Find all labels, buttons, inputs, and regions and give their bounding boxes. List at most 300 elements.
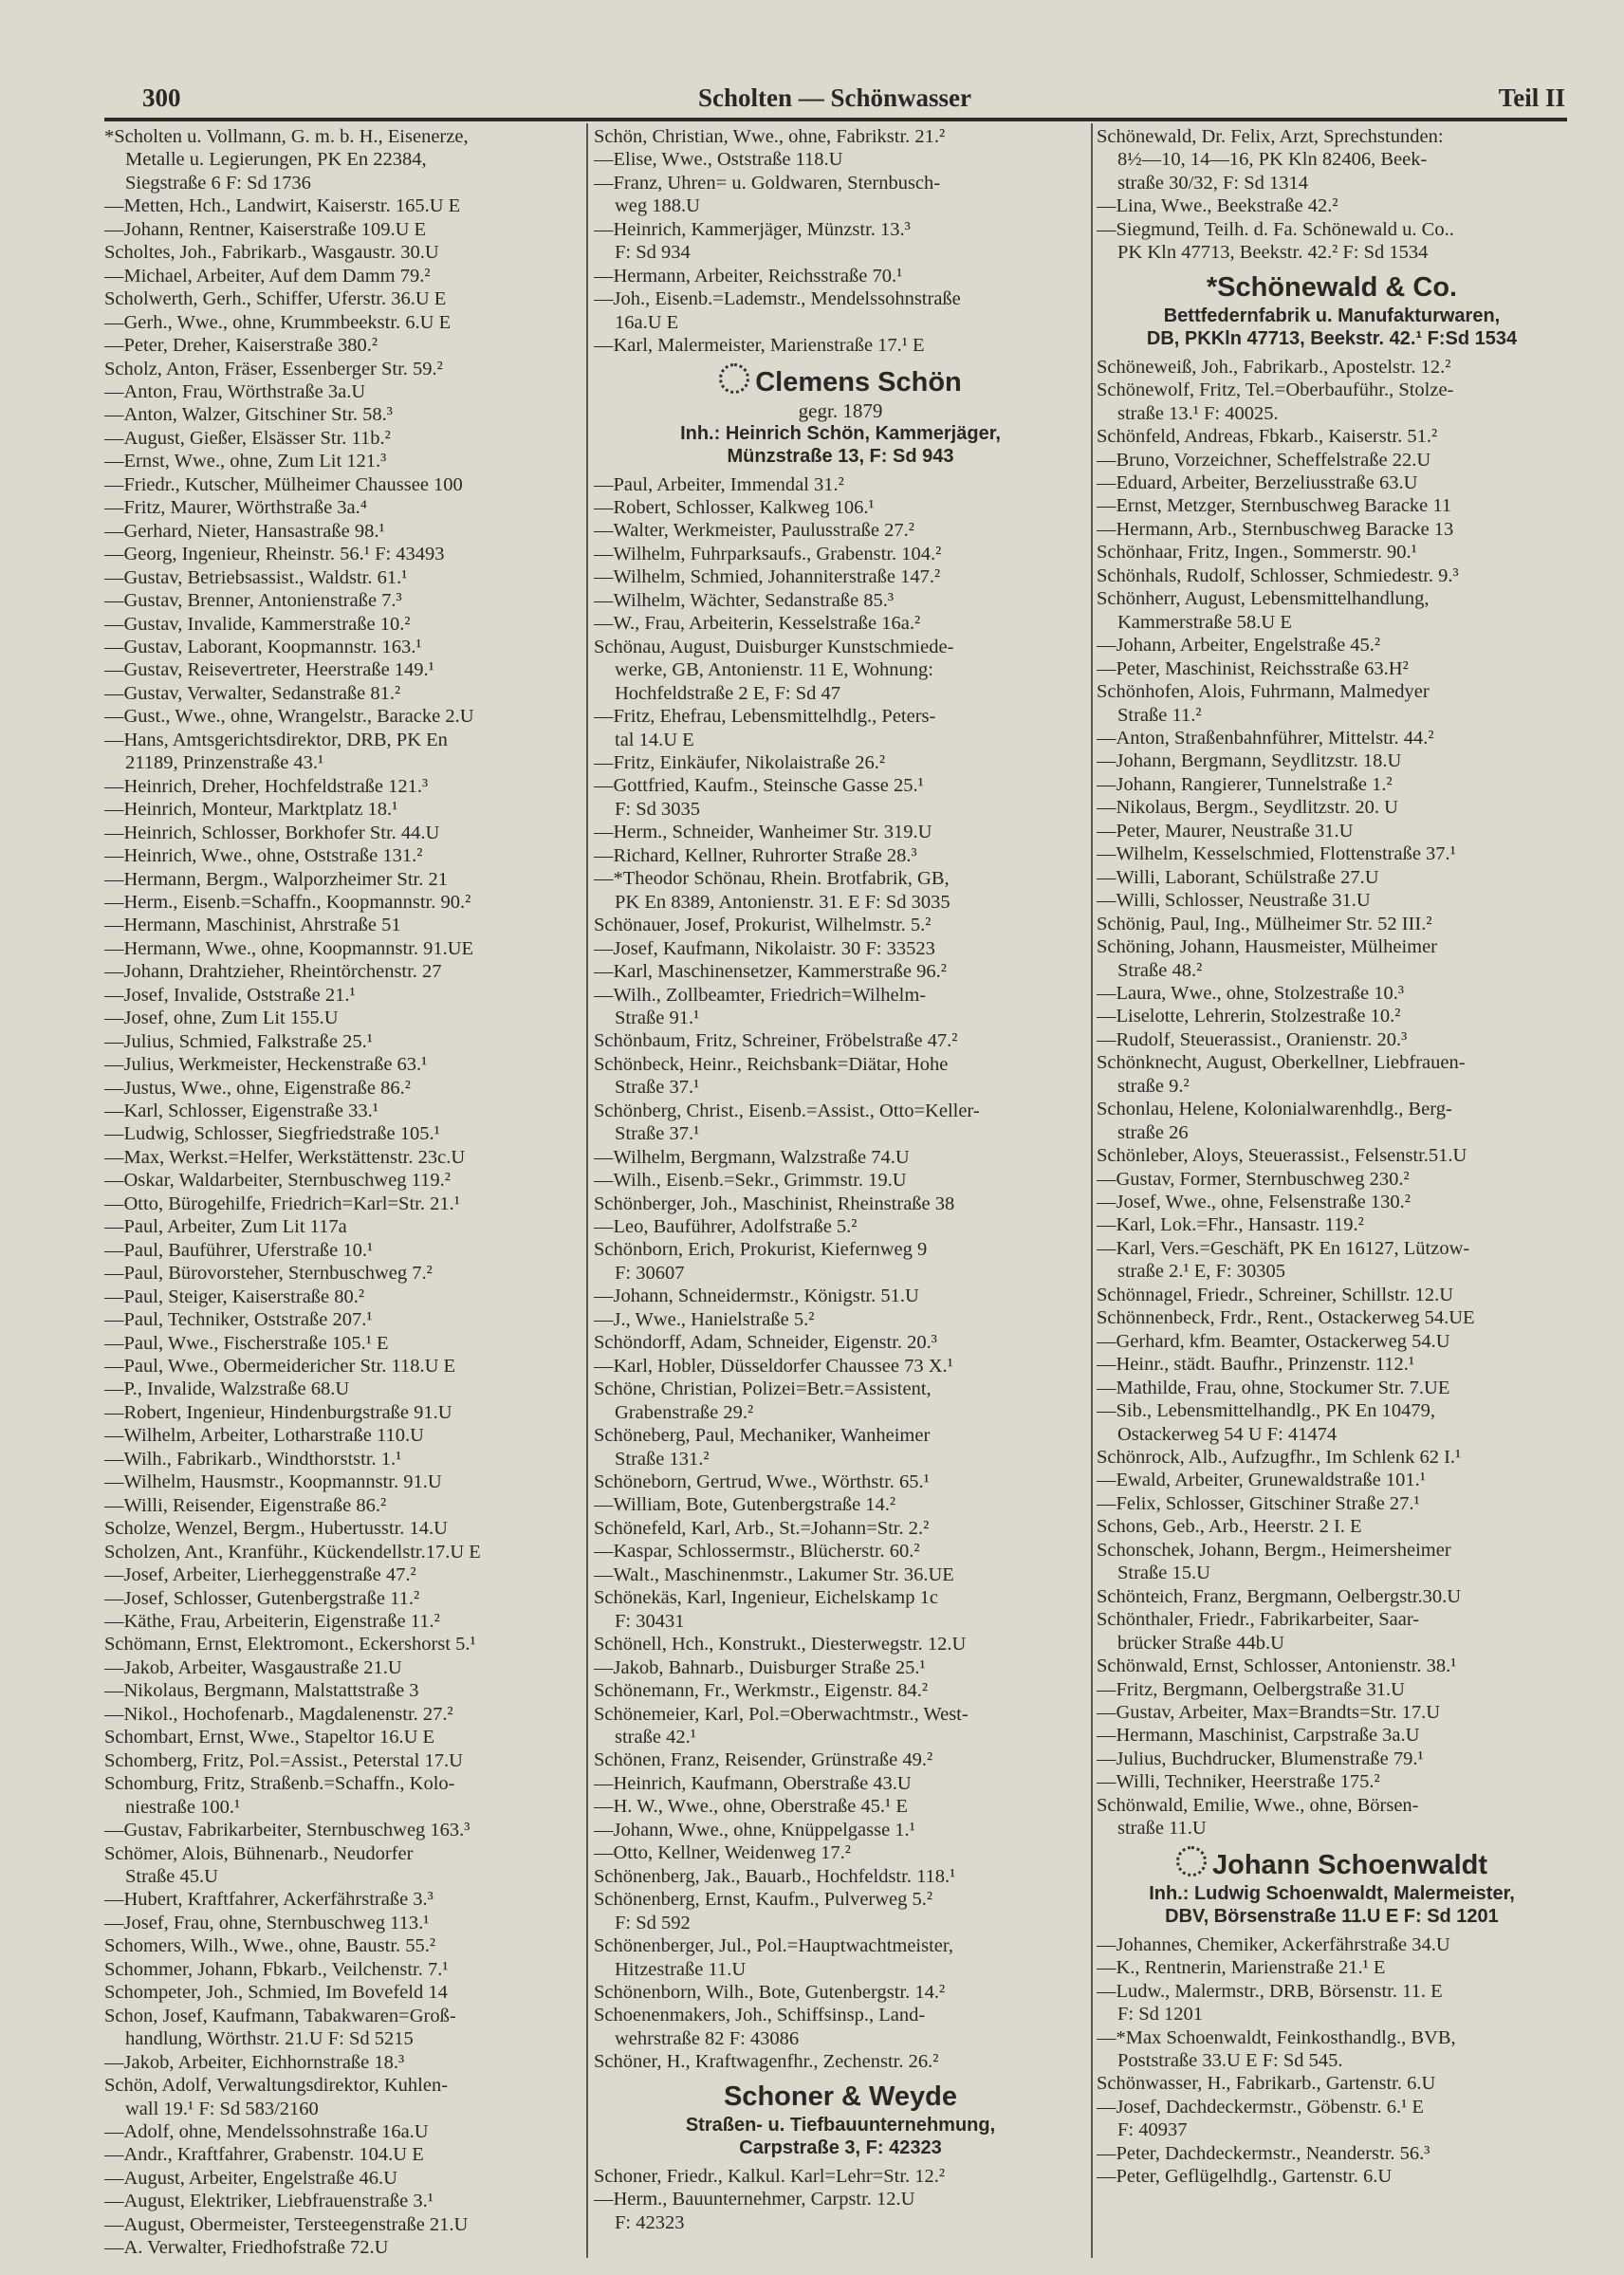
entry-line: Schönig, Paul, Ing., Mülheimer Str. 52 III.² [1097,913,1432,934]
directory-entry [104,1981,581,2004]
wreath-icon [719,363,749,394]
directory-entry [1097,1655,1567,1677]
directory-entry [104,1122,581,1145]
entry-line: —Johann, Wwe., ohne, Knüppelgasse 1.¹ [594,1819,915,1840]
entry-line: F: Sd 934 [615,242,691,264]
entry-line: Hochfeldstraße 2 E, F: Sd 47 [615,682,840,704]
directory-entry [594,1981,1087,2004]
directory-entry [1097,913,1567,935]
directory-entry [104,2143,581,2166]
advertisement [1097,1846,1567,1928]
advertisement [594,2080,1087,2159]
entry-line: —Rudolf, Steuerassist., Oranienstr. 20.³ [1097,1028,1408,1050]
advertisement-line: DBV, Börsenstraße 11.U E F: Sd 1201 [1165,1905,1499,1927]
entry-line: —Richard, Kellner, Ruhrorter Straße 28.³ [594,844,917,866]
entry-line: —Wilhelm, Hausmstr., Koopmannstr. 91.U [104,1471,442,1493]
entry-line: Schönbaum, Fritz, Schreiner, Fröbelstraße 47.² [594,1030,958,1052]
entry-line: —Julius, Buchdrucker, Blumenstraße 79.¹ [1097,1748,1424,1769]
directory-entry [594,1146,1087,1169]
entry-line: Schönenborn, Wilh., Bote, Gutenbergstr. 14.² [594,1981,946,2003]
entry-line: —Karl, Maschinensetzer, Kammerstraße 96.² [594,961,947,983]
directory-entry [104,1146,581,1169]
entry-line: —Michael, Arbeiter, Auf dem Damm 79.² [104,265,431,287]
directory-entry [594,1819,1087,1841]
entry-line: Schönekäs, Karl, Ingenieur, Eichelskamp 1c [594,1587,938,1609]
directory-entry [104,334,581,357]
directory-entry [104,1007,581,1029]
entry-line: F: Sd 3035 [615,798,700,820]
directory-entry [1097,1446,1567,1469]
advertisement-line: Inh.: Ludwig Schoenwaldt, Malermeister, [1149,1882,1515,1904]
directory-entry [1097,1191,1567,1213]
directory-entry [104,937,581,960]
directory-entry [104,914,581,936]
directory-entry [104,450,581,472]
entry-line: *Scholten u. Vollmann, G. m. b. H., Eisenerze, [104,126,469,147]
directory-entry [104,2074,581,2120]
entry-line: Schönwasser, H., Fabrikarb., Gartenstr. 6.U [1097,2073,1436,2095]
entry-line: —Wilhelm, Bergmann, Walzstraße 74.U [594,1146,910,1168]
entry-line: werke, GB, Antonienstr. 11 E, Wohnung: [615,659,934,681]
directory-entry [104,1448,581,1470]
directory-entry [104,566,581,589]
directory-entry [1097,1051,1567,1098]
entry-line: tal 14.U E [615,729,694,750]
directory-entry [1097,727,1567,749]
entry-line: —Anton, Frau, Wörthstraße 3a.U [104,380,366,402]
directory-entry [104,1332,581,1355]
entry-line: Schönenberger, Jul., Pol.=Hauptwachtmeister, [594,1935,954,1957]
entry-line: —Heinrich, Kammerjäger, Münzstr. 13.³ [594,218,911,240]
entry-line: —Robert, Schlosser, Kalkweg 106.¹ [594,496,875,518]
directory-entry [104,1541,581,1563]
directory-entry [1097,194,1567,217]
page-title: Scholten — Schönwasser [697,83,972,112]
directory-entry [594,265,1087,287]
advertisement [1097,270,1567,350]
entry-line: —Ewald, Arbeiter, Grunewaldstraße 101.¹ [1097,1470,1426,1491]
advertisement-title: Schoner & Weyde [723,2081,958,2112]
entry-line: —Nikol., Hochofenarb., Magdalenenstr. 27.² [104,1703,453,1725]
directory-entry [594,1795,1087,1818]
entry-line: —Andr., Kraftfahrer, Grabenstr. 104.U E [104,2144,424,2166]
entry-line: —Herm., Schneider, Wanheimer Str. 319.U [594,822,932,843]
entry-line: —Julius, Schmied, Falkstraße 25.¹ [104,1030,373,1052]
directory-entry [594,1193,1087,1215]
directory-entry [1097,472,1567,494]
directory-entry [104,1656,581,1679]
entry-line: weg 188.U [615,195,700,217]
directory-entry [104,844,581,867]
entry-line: —P., Invalide, Walzstraße 68.U [104,1378,350,1400]
entry-line: Schönau, August, Duisburger Kunstschmiede- [594,636,954,657]
directory-entry [594,334,1087,357]
directory-entry [104,1679,581,1702]
entry-line: —Karl, Malermeister, Marienstraße 17.¹ E [594,335,925,357]
entry-line: —Nikolaus, Bergm., Seydlitzstr. 20. U [1097,797,1398,819]
directory-entry [594,1238,1087,1285]
entry-line: Schönleber, Aloys, Steuerassist., Felsenstr.51.U [1097,1145,1467,1167]
directory-entry [1097,982,1567,1005]
entry-line: Schöndorff, Adam, Schneider, Eigenstr. 20.³ [594,1332,937,1354]
directory-entry [104,891,581,914]
entry-line: Schombart, Ernst, Wwe., Stapeltor 16.U E [104,1727,435,1748]
entry-line: Grabenstraße 29.² [615,1401,754,1423]
entry-line: —Friedr., Kutscher, Mülheimer Chaussee 100 [104,473,463,495]
entry-line: Schönhals, Rudolf, Schlosser, Schmiedestr. 9.³ [1097,564,1459,586]
directory-entry [104,1355,581,1378]
entry-line: Schöneberg, Paul, Mechaniker, Wanheimer [594,1425,931,1447]
entry-line: F: 40937 [1117,2119,1188,2141]
directory-entry [1097,494,1567,517]
directory-entry [1097,1933,1567,1956]
directory-entry [594,473,1087,496]
entry-line: —Wilh., Fabrikarb., Windthorststr. 1.¹ [104,1448,402,1470]
advertisement-line: Bettfedernfabrik u. Manufakturwaren, [1163,305,1501,326]
entry-line: Straße 15.U [1117,1563,1210,1584]
entry-line: —August, Obermeister, Tersteegenstraße 21.U [104,2213,469,2235]
directory-entry [1097,125,1567,194]
entry-line: F: Sd 1201 [1117,2004,1203,2025]
entry-line: —A. Verwalter, Friedhofstraße 72.U [104,2237,389,2259]
directory-entry [104,1633,581,1655]
directory-entry [594,2165,1087,2188]
directory-entry [1097,1678,1567,1701]
entry-line: —Karl, Hobler, Düsseldorfer Chaussee 73 X.¹ [594,1355,953,1377]
directory-entry [104,1262,581,1285]
directory-entry [104,2190,581,2212]
entry-line: —Josef, Invalide, Oststraße 21.¹ [104,984,356,1006]
entry-line: Straße 37.¹ [615,1123,700,1145]
directory-entry [1097,2165,1567,2188]
directory-entry [1097,564,1567,587]
entry-line: Schönhaar, Fritz, Ingen., Sommerstr. 90.¹ [1097,542,1417,564]
directory-entry [594,1215,1087,1238]
directory-entry [594,867,1087,914]
directory-entry [1097,587,1567,634]
entry-line: Schönenberg, Jak., Bauarb., Hochfeldstr. 118.¹ [594,1865,956,1887]
entry-line: —Paul, Techniker, Oststraße 207.¹ [104,1309,373,1331]
directory-entry [104,1193,581,1215]
directory-entry [594,1748,1087,1771]
entry-line: —Heinrich, Dreher, Hochfeldstraße 121.³ [104,775,429,797]
entry-line: straße 11.U [1117,1818,1207,1840]
directory-entry [104,1726,581,1748]
entry-line: —Gustav, Reisevertreter, Heerstraße 149.¹ [104,659,434,681]
entry-line: Straße 11.² [1117,704,1202,726]
entry-line: —Wilh., Eisenb.=Sekr., Grimmstr. 19.U [594,1170,907,1192]
directory-entry [594,1378,1087,1424]
directory-entry [104,1888,581,1911]
directory-entry [104,613,581,636]
entry-line: —Käthe, Frau, Arbeiterin, Eigenstraße 11.² [104,1611,440,1632]
entry-line: Schomberg, Fritz, Pol.=Assist., Peterstal 17.U [104,1749,463,1771]
entry-line: —Franz, Uhren= u. Goldwaren, Sternbusch- [594,172,941,194]
entry-line: Schönwald, Emilie, Wwe., ohne, Börsen- [1097,1794,1419,1816]
directory-entry [594,705,1087,751]
directory-entry [594,1586,1087,1633]
entry-line: —Liselotte, Lehrerin, Stolzestraße 10.² [1097,1006,1401,1027]
directory-entry [594,1493,1087,1516]
column-divider [586,123,588,2258]
entry-line: Schomburg, Fritz, Straßenb.=Schaffn., Kolo- [104,1773,455,1795]
column-divider [1091,123,1093,2258]
entry-line: —K., Rentnerin, Marienstraße 21.¹ E [1097,1957,1386,1979]
directory-entry [594,1656,1087,1679]
advertisement-line: DB, PKKln 47713, Beekstr. 42.¹ F:Sd 1534 [1146,327,1518,349]
entry-line: Schons, Geb., Arb., Heerstr. 2 I. E [1097,1516,1362,1538]
entry-line: —Paul, Wwe., Obermeidericher Str. 118.U E [104,1356,456,1378]
advertisement-title: *Schönewald & Co. [1206,271,1458,303]
entry-line: Schönthaler, Friedr., Fabrikarbeiter, Saar- [1097,1609,1420,1631]
advertisement-title: Johann Schoenwaldt [1211,1849,1488,1880]
directory-entry [594,1888,1087,1934]
entry-line: —Fritz, Ehefrau, Lebensmittelhdlg., Peters- [594,706,936,728]
entry-line: —Ludw., Malermstr., DRB, Börsenstr. 11. E [1097,1980,1443,2002]
entry-line: —Anton, Walzer, Gitschiner Str. 58.³ [104,404,393,426]
directory-entry [104,705,581,728]
directory-entry [594,589,1087,612]
entry-line: —Paul, Bauführer, Uferstraße 10.¹ [104,1239,374,1261]
entry-line: Schönborn, Erich, Prokurist, Kiefernweg 9 [594,1239,928,1261]
directory-entry [1097,749,1567,772]
directory-entry [594,519,1087,542]
entry-line: —Fritz, Einkäufer, Nikolaistraße 26.² [594,751,886,773]
directory-entry [104,1703,581,1726]
entry-line: —Josef, Dachdeckermstr., Göbenstr. 6.¹ E [1097,2096,1424,2118]
entry-line: —Hermann, Arbeiter, Reichsstraße 70.¹ [594,265,903,287]
entry-line: Schönewald, Dr. Felix, Arzt, Sprechstunden: [1097,126,1444,147]
entry-line: —Johann, Rentner, Kaiserstraße 109.U E [104,218,427,240]
entry-line: —Heinrich, Wwe., ohne, Oststraße 131.² [104,845,423,867]
entry-line: wall 19.¹ F: Sd 583/2160 [125,2098,319,2119]
directory-entry [1097,634,1567,657]
entry-line: Scholwerth, Gerh., Schiffer, Uferstr. 36.U E [104,288,447,310]
entry-line: —*Theodor Schönau, Rhein. Brotfabrik, GB, [594,868,950,890]
entry-line: —Willi, Laborant, Schülstraße 27.U [1097,866,1379,888]
directory-entry [104,1215,581,1238]
entry-line: —Gottfried, Kaufm., Steinsche Gasse 25.¹ [594,775,924,797]
entry-line: Schönberger, Joh., Maschinist, Rheinstraße 38 [594,1193,955,1214]
entry-line: —Johann, Bergmann, Seydlitzstr. 18.U [1097,750,1402,772]
entry-line: —Josef, Schlosser, Gutenbergstraße 11.² [104,1587,420,1609]
directory-entry [104,403,581,426]
directory-entry [1097,1306,1567,1329]
entry-line: —Jakob, Arbeiter, Wasgaustraße 21.U [104,1656,402,1678]
entry-line: —Joh., Eisenb.=Lademstr., Mendelssohnstraße [594,288,961,310]
directory-entry [594,1331,1087,1354]
entry-line: Schönnenbeck, Frdr., Rent., Ostackerweg 54.UE [1097,1307,1475,1329]
entry-line: —Johann, Arbeiter, Engelstraße 45.² [1097,635,1381,657]
entry-line: —Josef, Kaufmann, Nikolaistr. 30 F: 33523 [594,937,935,959]
entry-line: Schönherr, August, Lebensmittelhandlung, [1097,588,1430,610]
directory-entry [594,1703,1087,1749]
directory-entry [1097,1539,1567,1585]
directory-entry [104,2120,581,2143]
entry-line: —Wilhelm, Wächter, Sedanstraße 85.³ [594,589,895,611]
entry-line: niestraße 100.¹ [125,1796,241,1818]
page-number: 300 [142,83,181,112]
entry-line: Schon, Josef, Kaufmann, Tabakwaren=Groß- [104,2005,456,2026]
entry-line: —Gustav, Former, Sternbuschweg 230.² [1097,1168,1410,1190]
directory-entry [104,520,581,543]
directory-entry [104,589,581,612]
entry-line: 21189, Prinzenstraße 43.¹ [125,752,324,774]
entry-line: —Hubert, Kraftfahrer, Ackerfährstraße 3.³ [104,1889,434,1911]
entry-line: Schöning, Johann, Hausmeister, Mülheimer [1097,936,1438,958]
entry-line: —Peter, Dachdeckermstr., Neanderstr. 56.³ [1097,2142,1430,2164]
entry-line: —Hans, Amtsgerichtsdirektor, DRB, PK En [104,729,448,750]
directory-entry [594,148,1087,171]
directory-entry [1097,2072,1567,2095]
entry-line: —Heinrich, Monteur, Marktplatz 18.¹ [104,799,398,821]
directory-entry [594,1308,1087,1331]
directory-entry [1097,1353,1567,1376]
entry-line: —Max, Werkst.=Helfer, Werkstättenstr. 23c.U [104,1146,466,1168]
directory-entry [594,287,1087,334]
entry-line: —Herm., Bauunternehmer, Carpstr. 12.U [594,2189,915,2210]
entry-line: Straße 45.U [125,1865,218,1887]
directory-entry [1097,1028,1567,1051]
directory-entry [104,1934,581,1957]
entry-line: —August, Elektriker, Liebfrauenstraße 3.¹ [104,2191,434,2212]
directory-entry [1097,1237,1567,1284]
directory-entry [594,1934,1087,1981]
directory-entry [1097,2026,1567,2073]
entry-line: straße 9.² [1117,1075,1190,1097]
entry-line: Schönteich, Franz, Bergmann, Oelbergstr.30.U [1097,1585,1462,1607]
directory-entry [594,1633,1087,1655]
entry-line: —Oskar, Waldarbeiter, Sternbuschweg 119.² [104,1170,451,1192]
entry-line: —Justus, Wwe., ohne, Eigenstraße 86.² [104,1077,411,1099]
entry-line: —Walt., Maschinenmstr., Lakumer Str. 36.UE [594,1563,954,1585]
directory-entry [594,1865,1087,1888]
directory-entry [594,1285,1087,1307]
directory-entry [1097,1098,1567,1144]
entry-line: —Josef, Wwe., ohne, Felsenstraße 130.² [1097,1192,1411,1213]
entry-line: —Jakob, Bahnarb., Duisburger Straße 25.¹ [594,1656,926,1678]
directory-entry [104,682,581,705]
entry-line: Schönbeck, Heinr., Reichsbank=Diätar, Hohe [594,1053,949,1075]
entry-line: —Wilhelm, Fuhrparksaufs., Grabenstr. 104.² [594,543,942,564]
entry-line: Schoner, Friedr., Kalkul. Karl=Lehr=Str. 12.² [594,2165,946,2187]
directory-entry [594,172,1087,218]
directory-entry [1097,842,1567,865]
entry-line: Schonlau, Helene, Kolonialwarenhdlg., Berg- [1097,1099,1452,1120]
entry-line: —Karl, Lok.=Fhr., Hansastr. 119.² [1097,1214,1364,1236]
directory-entry [1097,2096,1567,2142]
entry-line: —Georg, Ingenieur, Rheinstr. 56.¹ F: 43493 [104,544,445,565]
entry-line: —*Max Schoenwaldt, Feinkosthandlg., BVB, [1097,2026,1456,2048]
directory-entry [104,1030,581,1053]
entry-line: Schöneborn, Gertrud, Wwe., Wörthstr. 65.¹ [594,1471,930,1493]
entry-line: Schönemann, Fr., Werkmstr., Eigenstr. 84.² [594,1680,929,1702]
entry-line: Schönefeld, Karl, Arb., St.=Johann=Str. 2.² [594,1517,930,1539]
directory-entry [1097,1144,1567,1167]
entry-line: —Ludwig, Schlosser, Siegfriedstraße 105.¹ [104,1123,440,1145]
directory-entry [104,1077,581,1100]
entry-line: —Fritz, Bergmann, Oelbergstraße 31.U [1097,1678,1405,1700]
directory-entry [594,2004,1087,2050]
directory-entry [104,2236,581,2259]
entry-line: Metalle u. Legierungen, PK En 22384, [125,149,427,171]
directory-entry [594,1029,1087,1052]
directory-entry [1097,541,1567,564]
directory-entry [594,937,1087,960]
entry-line: F: 30431 [615,1610,685,1632]
entry-line: —Gust., Wwe., ohne, Wrangelstr., Baracke 2.U [104,706,474,728]
directory-entry [594,218,1087,265]
advertisement [594,363,1087,468]
entry-line: —Josef, ohne, Zum Lit 155.U [104,1008,339,1029]
entry-line: F: 30607 [615,1262,685,1284]
entry-line: —Willi, Schlosser, Neustraße 31.U [1097,890,1371,912]
entry-line: —Heinr., städt. Baufhr., Prinzenstr. 112.¹ [1097,1354,1415,1376]
directory-entry [104,1401,581,1424]
directory-entry [1097,773,1567,796]
entry-line: —Gustav, Fabrikarbeiter, Sternbuschweg 163.³ [104,1820,471,1841]
directory-entry [104,194,581,217]
entry-line: —August, Gießer, Elsässer Str. 11b.² [104,427,391,449]
directory-entry [594,774,1087,821]
directory-entry [1097,1608,1567,1655]
advertisement-line: Inh.: Heinrich Schön, Kammerjäger, [680,422,1001,444]
directory-entry [104,125,581,194]
advertisement-line: Münzstraße 13, F: Sd 943 [727,445,954,467]
advertisement-name [594,2080,1087,2114]
entry-line: —Gustav, Betriebsassist., Waldstr. 61.¹ [104,566,408,588]
directory-entry [104,868,581,891]
entry-line: straße 13.¹ F: 40025. [1117,402,1279,424]
entry-line: —Hermann, Bergm., Walporzheimer Str. 21 [104,868,448,890]
directory-entry [104,1563,581,1586]
entry-line: Schön, Adolf, Verwaltungsdirektor, Kuhlen- [104,2075,449,2097]
directory-entry [104,1470,581,1493]
entry-line: Schön, Christian, Wwe., ohne, Fabrikstr. 21.² [594,126,946,147]
directory-entry [104,1424,581,1447]
entry-line: —Ernst, Wwe., ohne, Zum Lit 121.³ [104,451,387,472]
directory-entry [104,311,581,334]
directory-entry [104,358,581,380]
entry-line: —Gustav, Brenner, Antonienstraße 7.³ [104,590,402,612]
entry-line: —H. W., Wwe., ohne, Oberstraße 45.¹ E [594,1796,908,1818]
entry-line: —Karl, Schlosser, Eigenstraße 33.¹ [104,1101,378,1122]
directory-entry [1097,1213,1567,1236]
entry-line: —Robert, Ingenieur, Hindenburgstraße 91.U [104,1401,452,1423]
directory-entry [1097,218,1567,265]
advertisement-title: Clemens Schön [755,366,962,398]
entry-line: wehrstraße 82 F: 43086 [615,2027,800,2049]
entry-line: —Gustav, Laborant, Koopmannstr. 163.¹ [104,636,422,657]
directory-entry [104,473,581,496]
entry-line: —Siegmund, Teilh. d. Fa. Schönewald u. Co.. [1097,218,1454,240]
entry-line: Straße 131.² [615,1448,710,1470]
advertisement-line: gegr. 1879 [798,398,883,422]
entry-line: —Willi, Techniker, Heerstraße 175.² [1097,1771,1380,1793]
directory-entry [1097,866,1567,889]
directory-entry [1097,1284,1567,1306]
directory-entry [594,821,1087,843]
entry-line: Schönhofen, Alois, Fuhrmann, Malmedyer [1097,681,1430,703]
entry-line: —J., Wwe., Hanielstraße 5.² [594,1308,815,1330]
directory-entry [594,1470,1087,1493]
directory-entry [1097,1469,1567,1491]
directory-entry [104,1308,581,1331]
entry-line: Schönnagel, Friedr., Schreiner, Schillstr. 12.U [1097,1284,1454,1305]
entry-line: —Johannes, Chemiker, Ackerfährstraße 34.U [1097,1933,1450,1955]
directory-entry [1097,356,1567,379]
wreath-icon [1176,1846,1207,1877]
